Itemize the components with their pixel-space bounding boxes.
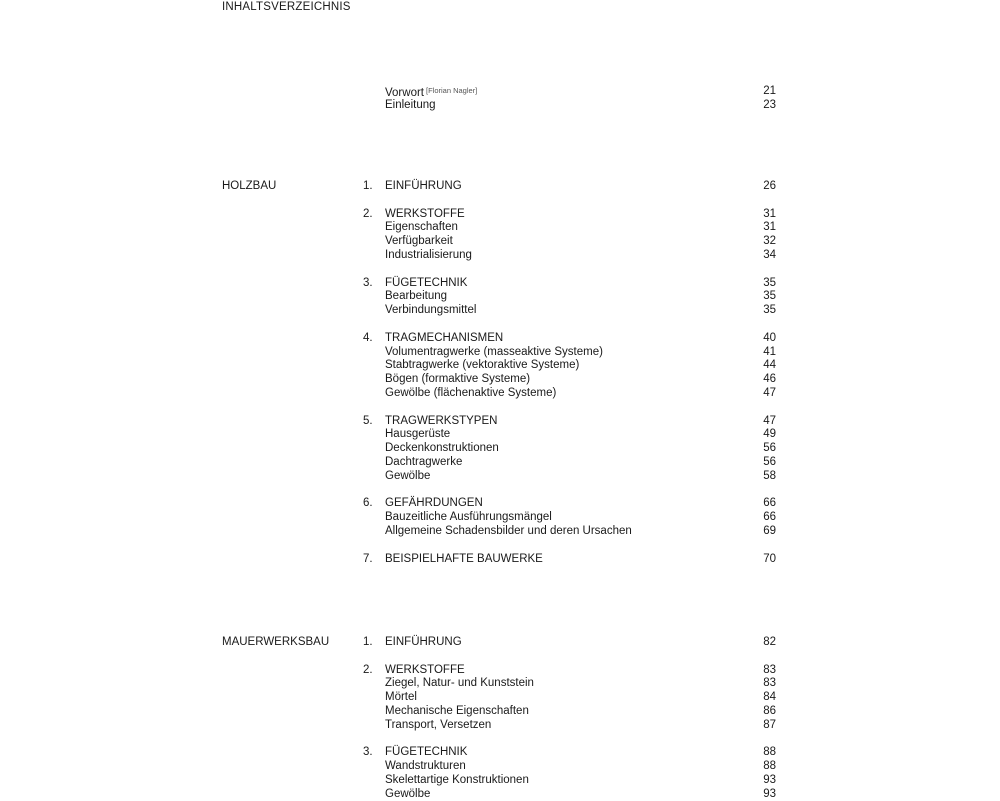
toc-entry: Bauzeitliche Ausführungsmängel <box>385 511 552 524</box>
page-number: 21 <box>763 85 776 97</box>
page-number: 46 <box>763 373 776 386</box>
page-number: 47 <box>763 387 776 399</box>
page-number: 69 <box>763 525 776 537</box>
section-heading: MAUERWERKSBAU <box>222 636 330 648</box>
toc-entry: Bearbeitung <box>385 290 448 303</box>
chapter-number: 3. <box>363 746 373 759</box>
section-heading: HOLZBAU <box>222 180 277 192</box>
page-number: 26 <box>763 180 776 192</box>
chapter-title: EINFÜHRUNG <box>385 636 462 648</box>
page-number: 31 <box>763 221 776 234</box>
chapter-number: 7. <box>363 552 373 565</box>
front-entry-note: [Florian Nagler] <box>426 86 478 95</box>
page-number: 35 <box>763 290 776 303</box>
toc-entry: Wandstrukturen <box>385 760 466 773</box>
page-number: 40 <box>763 331 776 344</box>
chapter-title: EINFÜHRUNG <box>385 180 462 192</box>
front-entry <box>385 98 436 112</box>
toc-entry: Mörtel <box>385 691 417 704</box>
chapter-title: WERKSTOFFE <box>385 207 465 220</box>
page-number: 93 <box>763 787 776 800</box>
chapter-number: 3. <box>363 276 373 289</box>
page-number: 23 <box>763 98 776 111</box>
toc-entry: Deckenkonstruktionen <box>385 442 499 455</box>
toc-entry: Stabtragwerke (vektoraktive Systeme) <box>385 359 580 372</box>
toc-entry: Verbindungsmittel <box>385 304 477 317</box>
toc-entry: Verfügbarkeit <box>385 235 453 248</box>
chapter-number: 1. <box>363 180 373 192</box>
toc-entry: Transport, Versetzen <box>385 718 492 731</box>
chapter-title: WERKSTOFFE <box>385 663 465 676</box>
chapter-number: 2. <box>363 663 373 676</box>
front-entry-label: Vorwort <box>385 87 424 99</box>
toc-entry: Allgemeine Schadensbilder und deren Ursachen <box>385 525 632 537</box>
page-number: 66 <box>763 511 776 524</box>
chapter-title: FÜGETECHNIK <box>385 276 468 289</box>
toc-entry: Hausgerüste <box>385 428 451 441</box>
page-number: 35 <box>763 304 776 317</box>
chapter-title: TRAGWERKSTYPEN <box>385 414 498 427</box>
toc-entry: Bögen (formaktive Systeme) <box>385 373 531 386</box>
toc-entry: Mechanische Eigenschaften <box>385 705 529 717</box>
page-number: 58 <box>763 469 776 482</box>
chapter-number: 6. <box>363 497 373 510</box>
page-number: 44 <box>763 359 776 372</box>
page-number: 93 <box>763 774 776 786</box>
page-number: 34 <box>763 249 776 261</box>
page-number: 47 <box>763 414 776 427</box>
chapter-title: TRAGMECHANISMEN <box>385 331 504 344</box>
chapter-number: 1. <box>363 636 373 648</box>
chapter-title: FÜGETECHNIK <box>385 746 468 759</box>
chapter-title: BEISPIELHAFTE BAUWERKE <box>385 552 543 565</box>
page-number: 83 <box>763 677 776 690</box>
page-number: 87 <box>763 718 776 731</box>
page-title: INHALTSVERZEICHNIS <box>222 1 351 13</box>
page-number: 66 <box>763 497 776 510</box>
toc-entry: Industrialisierung <box>385 249 472 261</box>
chapter-number: 4. <box>363 331 373 344</box>
page-number: 49 <box>763 428 776 441</box>
page-number: 88 <box>763 760 776 773</box>
page-number: 88 <box>763 746 776 759</box>
page-number: 82 <box>763 636 776 648</box>
chapter-number: 5. <box>363 414 373 427</box>
toc-entry: Dachtragwerke <box>385 456 463 468</box>
page-number: 84 <box>763 691 776 704</box>
toc-entry: Ziegel, Natur- und Kunststein <box>385 677 534 690</box>
page-number: 35 <box>763 276 776 289</box>
chapter-number: 2. <box>363 207 373 220</box>
page-number: 70 <box>763 552 776 565</box>
page-number: 31 <box>763 207 776 220</box>
page-number: 56 <box>763 456 776 468</box>
chapter-title: GEFÄHRDUNGEN <box>385 497 483 510</box>
toc-entry: Gewölbe <box>385 787 431 800</box>
toc-entry: Gewölbe <box>385 469 431 482</box>
toc-entry: Gewölbe (flächenaktive Systeme) <box>385 387 557 399</box>
page-number: 41 <box>763 345 776 358</box>
page-number: 32 <box>763 235 776 248</box>
page-number: 56 <box>763 442 776 455</box>
front-entry-label: Einleitung <box>385 98 436 111</box>
page-number: 83 <box>763 663 776 676</box>
page-number: 86 <box>763 705 776 717</box>
toc-entry: Volumentragwerke (masseaktive Systeme) <box>385 345 603 358</box>
toc-entry: Skelettartige Konstruktionen <box>385 774 529 786</box>
toc-entry: Eigenschaften <box>385 221 458 234</box>
